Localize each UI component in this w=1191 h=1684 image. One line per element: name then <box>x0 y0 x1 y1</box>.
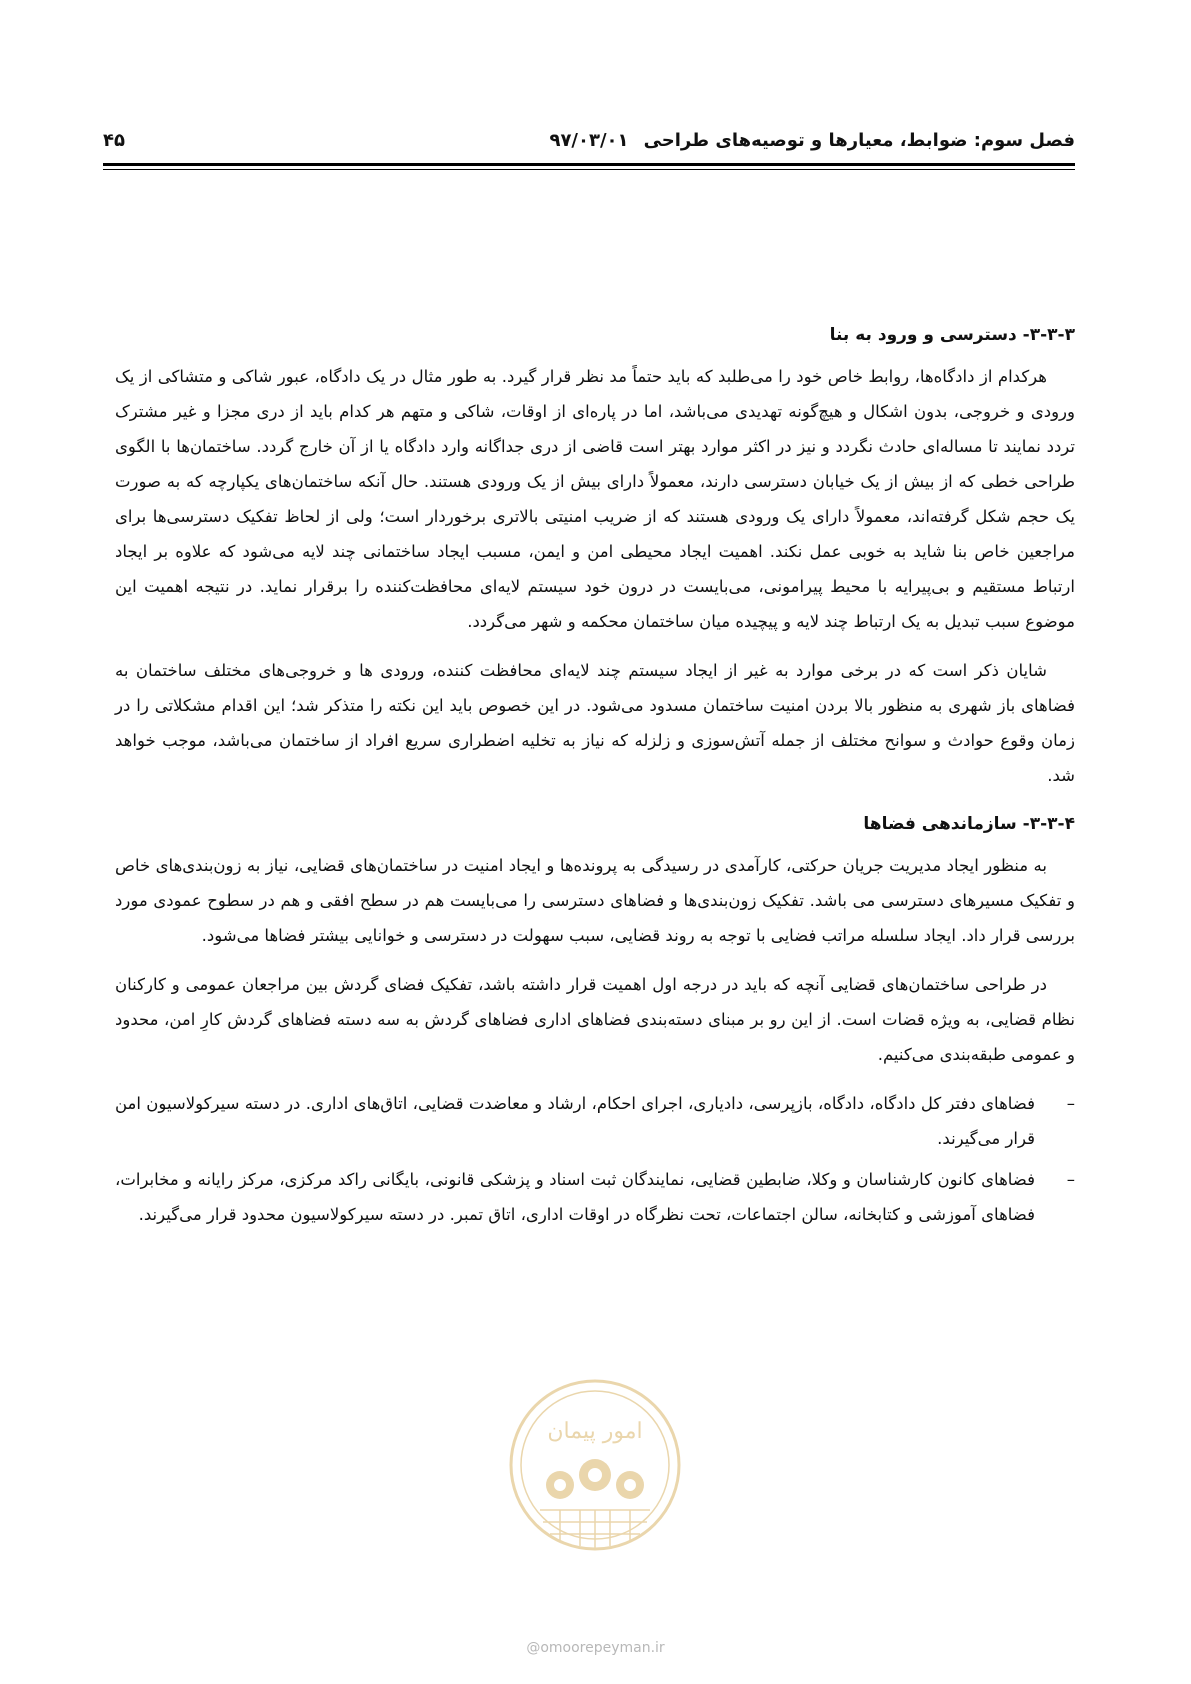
bullet-marker: – <box>1066 1094 1075 1113</box>
list-item-text: فضاهای دفتر کل دادگاه، دادگاه، بازپرسی، دادیاری، اجرای احکام، ارشاد و معاضدت قضایی، اتاق‌های اداری. در دسته سیرکولاسیون امن قرار می‌گیرند. <box>115 1094 1035 1148</box>
watermark-url: @omoorepeyman.ir <box>526 1640 665 1656</box>
list-item <box>115 1086 1075 1156</box>
paragraph: شایان ذکر است که در برخی موارد به غیر از ایجاد سیستم چند لایه‌ای محافظت کننده، ورودی ها و خروجی‌های مختلف ساختمان به فضاهای باز شهری به منظور بالا بردن امنیت ساختمان مسدود می‌شود. در این خصوص باید این نکته را متذکر شد؛ این اقدام مشکلاتی را در زمان وقوع حوادث و سوانح مختلف از جمله آتش‌سوزی و زلزله که نیاز به تخلیه اضطراری سریع افراد از ساختمان می‌باشد، موجب خواهد شد. <box>115 661 1075 785</box>
section-heading-access: ۳-۳-۳- دسترسی و ورود به بنا <box>829 325 1075 345</box>
section-heading-space-organization: ۳-۳-۴- سازماندهی فضاها <box>863 814 1075 834</box>
header-date: ۹۷/۰۳/۰۱ <box>549 130 629 151</box>
watermark-logo-text: امور پیمان <box>547 1419 643 1444</box>
list-item <box>115 1162 1075 1232</box>
list-item-text: فضاهای کانون کارشناسان و وکلا، ضابطین قضایی، نمایندگان ثبت اسناد و پزشکی قانونی، بایگانی راکد مرکزی، مرکز رایانه و مخابرات، فضاهای آموزشی و کتابخانه، سالن اجتماعات، تحت نظرگاه در اوقات اداری، اتاق تمبر. در دسته سیرکولاسیون محدود قرار می‌گیرند. <box>115 1170 1035 1224</box>
watermark-logo <box>505 1370 685 1620</box>
chapter-title: فصل سوم: ضوابط، معیارها و توصیه‌های طراحی <box>643 130 1075 151</box>
paragraph: به منظور ایجاد مدیریت جریان حرکتی، کارآمدی در رسیدگی به پرونده‌ها و ایجاد امنیت در ساختمان‌های قضایی، نیاز به زون‌بندی‌های خاص و تفکیک مسیرهای دسترسی می باشد. تفکیک زون‌بندی‌ها و فضاهای دسترسی را می‌بایست هم در سطح افقی و هم در سطوح عمودی مورد بررسی قرار داد. ایجاد سلسله مراتب فضایی با توجه به روند قضایی، سبب سهولت در دسترسی و خوانایی بیشتر فضاها می‌شود. <box>115 856 1075 945</box>
header-rule-thin <box>103 169 1075 170</box>
header-rule <box>103 163 1075 166</box>
bullet-list <box>115 1086 1075 1232</box>
bullet-marker: – <box>1066 1170 1075 1189</box>
paragraph: در طراحی ساختمان‌های قضایی آنچه که باید در درجه اول اهمیت قرار داشته باشد، تفکیک فضای گردش بین مراجعان عمومی و کارکنان نظام قضایی، به ویژه قضات است. از این رو بر مبنای دسته‌بندی فضاهای اداری فضاهای گردش به سه دسته فضاهای گردش کارِ امن، محدود و عمومی طبقه‌بندی می‌کنیم. <box>115 975 1075 1064</box>
document-body <box>115 318 1075 1238</box>
page-number: ۴۵ <box>103 130 125 151</box>
paragraph: هرکدام از دادگاه‌ها، روابط خاص خود را می‌طلبد که باید حتماً مد نظر قرار گیرد. به طور مثال در یک دادگاه، عبور شاکی و متشاکی از یک ورودی و خروجی، بدون اشکال و هیچ‌گونه تهدیدی می‌باشد، اما در پاره‌ای از اوقات، شاکی و متهم هر کدام باید از دری مجزا و غیر مشترک تردد نمایند تا مساله‌ای حادث نگردد و نیز در اکثر موارد بهتر است قاضی از دری جداگانه وارد دادگاه یا از آن خارج گردد. ساختمان‌ها با الگوی طراحی خطی که از بیش از یک خیابان دسترسی دارند، معمولاً دارای بیش از یک ورودی هستند. حال آنکه ساختمان‌های یکپارچه که به صورت یک حجم شکل گرفته‌اند، معمولاً دارای یک ورودی هستند که از ضریب امنیتی بالاتری برخوردار است؛ ولی از لحاظ تفکیک دسترسی‌ها برای مراجعین خاص بنا شاید به خوبی عمل نکند. اهمیت ایجاد محیطی امن و ایمن، مسبب ایجاد ساختمانی چند لایه می‌شود که علاوه بر ایجاد ارتباط مستقیم و بی‌پیرایه با محیط پیرامونی، می‌بایست در درون خود سیستم لایه‌ای محافظت‌کننده را برقرار نماید. در نتیجه اهمیت این موضوع سبب تبدیل به یک ارتباط چند لایه و پیچیده میان ساختمان محکمه و شهر می‌گردد. <box>115 367 1075 631</box>
page-header <box>103 130 1075 154</box>
